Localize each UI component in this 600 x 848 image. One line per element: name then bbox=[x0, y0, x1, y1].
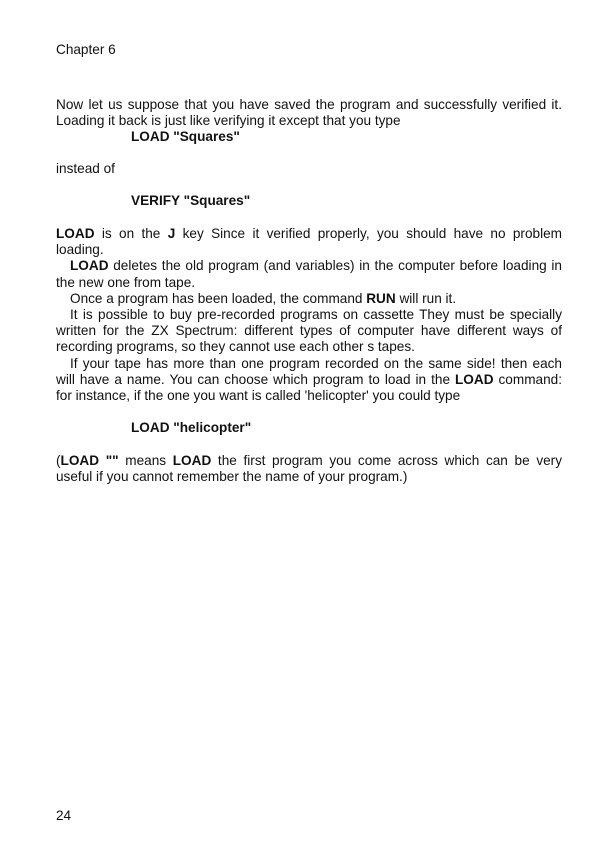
page-number: 24 bbox=[56, 808, 72, 823]
text: ( bbox=[56, 453, 61, 468]
paragraph-load-deletes bbox=[56, 258, 562, 290]
instead-of-text: instead of bbox=[56, 161, 115, 176]
intro-paragraph: Now let us suppose that you have saved the program and successfully verified it. Loading it back is just like verifying it except that you type bbox=[56, 97, 562, 129]
keyword: LOAD bbox=[56, 226, 95, 241]
text: means bbox=[118, 453, 173, 468]
paragraph-run bbox=[56, 291, 562, 307]
paragraph-load-empty bbox=[56, 453, 562, 485]
paragraph-load-key bbox=[56, 226, 562, 258]
text: deletes the old program (and variables) in the computer before loading in the new one from tape. bbox=[56, 258, 562, 290]
keyword: LOAD bbox=[70, 258, 109, 274]
text: key Since it verified properly, you should have no problem loading. bbox=[56, 226, 562, 258]
keyword: J bbox=[167, 226, 176, 241]
paragraph-prerecorded: It is possible to buy pre-recorded programs on cassette They must be specially written for the ZX Spectrum: different types of computer have different ways of recording programs, so they cannot use each other s tapes. bbox=[56, 307, 562, 355]
keyword: RUN bbox=[366, 290, 396, 306]
text: the first program you come across which can be very useful if you cannot remember the name of your program.) bbox=[56, 453, 562, 485]
text: If your tape has more than one program recorded on the same side! then each will have a name. You can choose which program to load in the bbox=[56, 355, 562, 387]
keyword: LOAD bbox=[172, 453, 212, 468]
body-paragraphs bbox=[56, 226, 562, 404]
chapter-heading: Chapter 6 bbox=[56, 42, 116, 57]
text: Once a program has been loaded, the command bbox=[70, 290, 367, 306]
text: is on the bbox=[94, 226, 168, 241]
code-load-helicopter: LOAD "helicopter" bbox=[131, 420, 252, 435]
paragraph-multiple-programs bbox=[56, 356, 562, 405]
text: will run it. bbox=[395, 290, 457, 306]
code-load-squares: LOAD "Squares" bbox=[131, 129, 240, 144]
code-verify-squares: VERIFY "Squares" bbox=[131, 193, 251, 208]
text: command: for instance, if the one you want is called 'helicopter' you could type bbox=[56, 371, 562, 404]
keyword: LOAD bbox=[455, 371, 494, 387]
keyword: LOAD "" bbox=[60, 453, 119, 468]
